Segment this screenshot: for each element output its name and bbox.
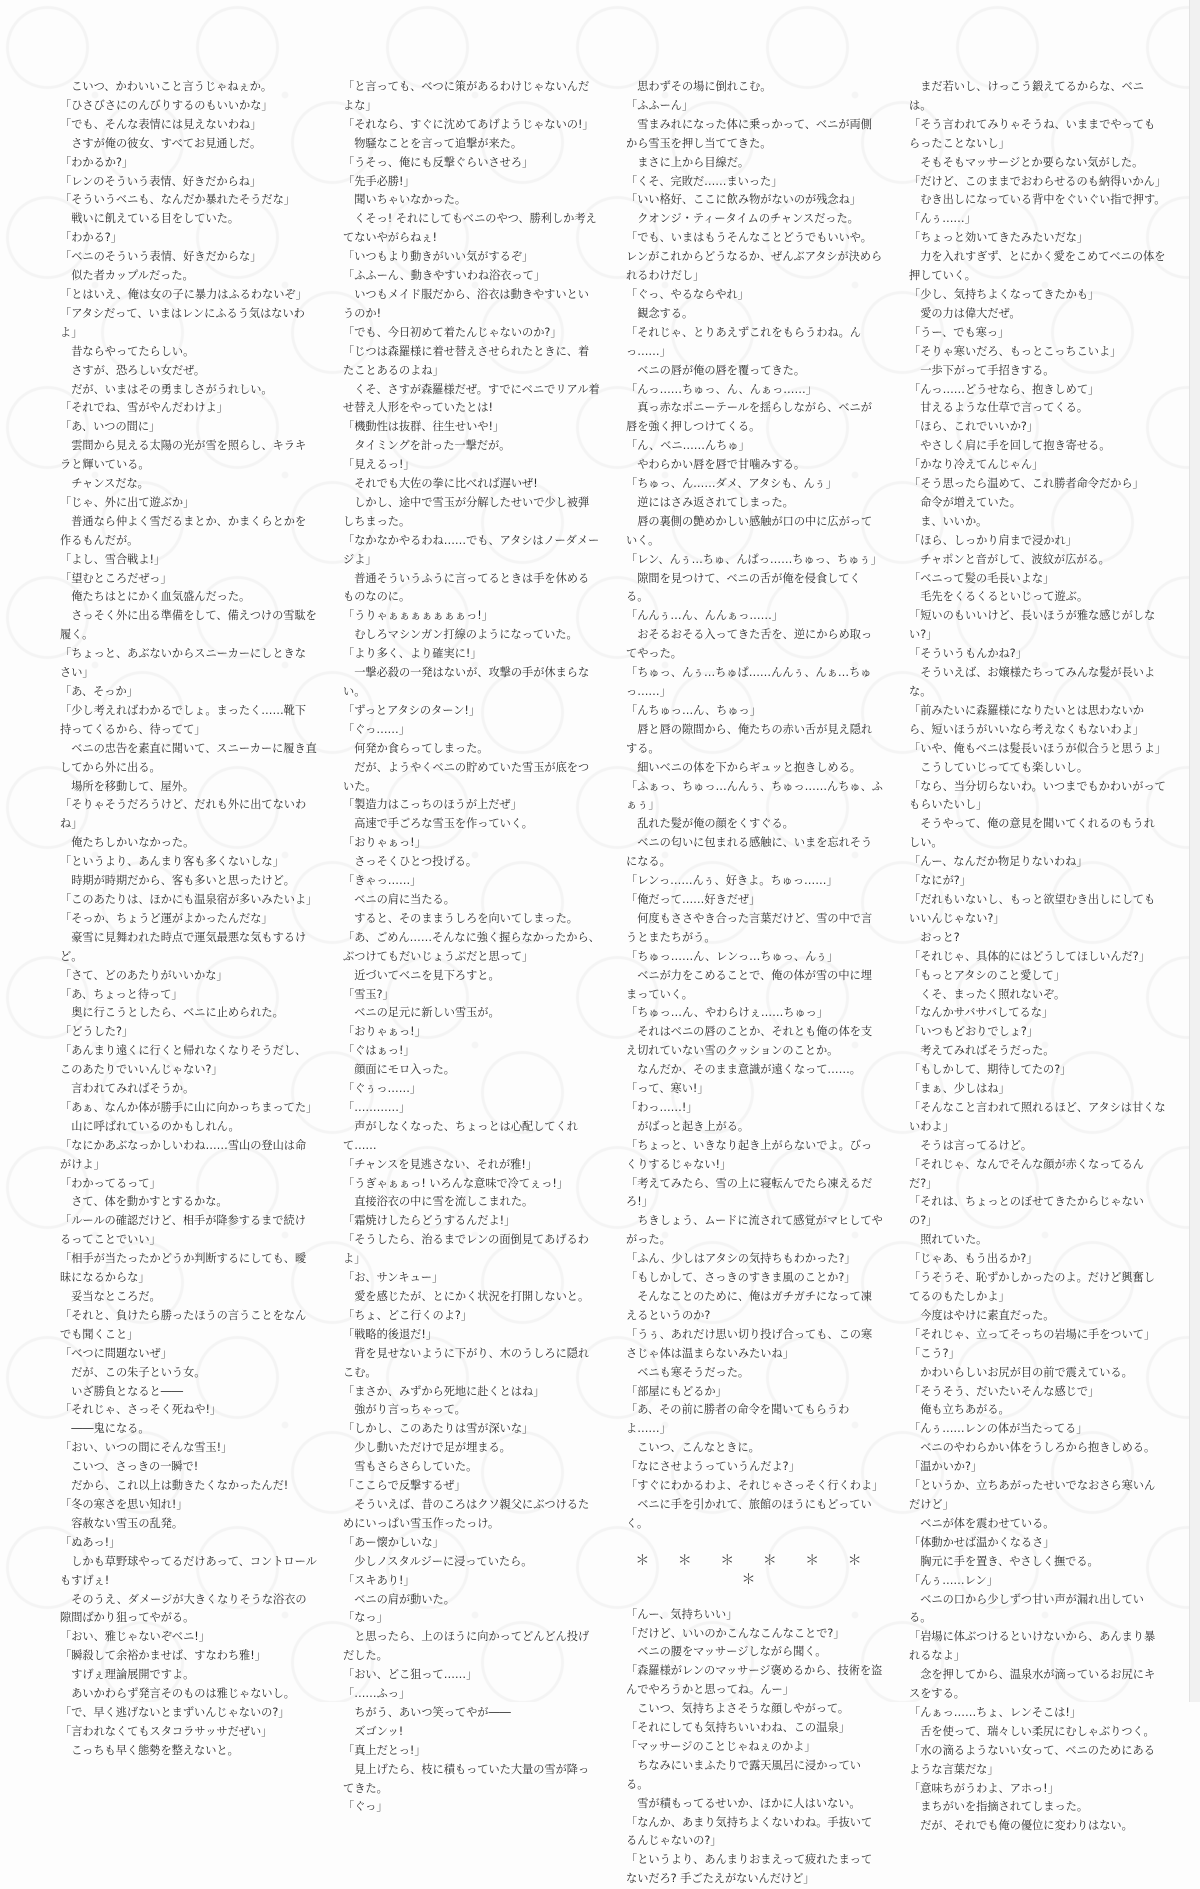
narration-line: 場所を移動して、屋外。 [71,779,195,793]
dialogue-line: 「マッサージのことじゃねぇのかよ」 [626,1739,816,1753]
narration-line: 少し動いただけで足が埋まる。 [354,1441,511,1455]
narration-line: 考えてみればそうだった。 [920,1044,1055,1058]
dialogue-line: 「ふふーん、動きやすいわね浴衣って」 [343,269,546,283]
narration-line: 思わずその場に倒れこむ。 [637,80,772,93]
dialogue-line: 「ちゅっ…ん、やわらけぇ……ちゅっ」 [626,1006,829,1020]
text-page [60,78,1167,1886]
dialogue-line: 「というより、あんまりおまえって疲れたまってないだろ? 手ごたえがないんだけど」 [626,1853,873,1886]
dialogue-line: 「じゃ、外に出て遊ぶか」 [60,495,195,509]
dialogue-line: 「森羅様がレンのマッサージ褒めるから、技術を盗んでやろうかと思ってね。んー」 [626,1664,883,1697]
narration-line: と思ったら、上のほうに向かってどんどん投げだした。 [343,1630,590,1663]
dialogue-line: 「じゃあ、もう出るか?」 [909,1252,1038,1266]
narration-line: だが、いまはその勇ましさがうれしい。 [71,382,273,396]
narration-line: 言われてみればそうか。 [71,1082,195,1096]
narration-line: チャポンと音がして、波紋が広がる。 [920,552,1110,566]
dialogue-line: 「真上だとっ!」 [343,1743,426,1757]
dialogue-line: 「レンっ……んぅ、好きよ。ちゅっ……」 [626,874,838,888]
dialogue-line: 「あぁ、なんか体が勝手に山に向かっちまってた」 [60,1100,318,1114]
dialogue-line: 「霜焼けしたらどうするんだよ!」 [343,1214,516,1228]
dialogue-line: 「戦略的後退だ!」 [343,1327,437,1341]
dialogue-line: 「ベニって髪の毛長いよな」 [909,571,1055,585]
narration-line: 普通なら仲よく雪だるまとか、かまくらとかを作るもんだが。 [60,514,307,547]
narration-line: そのうえ、ダメージが大きくなりそうな浴衣の隙間ばかり狙ってやがる。 [60,1592,307,1625]
narration-line: あいかわらず発言そのものは雅じゃないし。 [71,1687,295,1701]
dialogue-line: 「そう言われてみりゃそうね、いままでやってもらったことないし」 [909,117,1156,150]
dialogue-line: 「おい、いつの間にそんな雪玉!」 [60,1441,233,1455]
dialogue-line: 「ぐっ」 [343,1800,388,1814]
narration-line: ベニが体を震わせている。 [920,1516,1055,1530]
dialogue-line: 「ぐぅっ……」 [343,1082,422,1096]
dialogue-line: 「アタシだって、いまはレンにふるう気はないわよ」 [60,306,305,339]
dialogue-line: 「そんなこと言われて照れるほど、アタシは甘くないわよ」 [909,1100,1166,1133]
dialogue-line: 「んっ……どうせなら、抱きしめて」 [909,382,1100,396]
dialogue-line: 「というより、あんまり客も多くないしな」 [60,855,284,869]
dialogue-line: 「なにさせようっていうんだよ?」 [626,1460,800,1474]
narration-line: すげぇ理論展開ですよ。 [71,1668,195,1682]
dialogue-line: 「それじゃ、なんでそんな顔が赤くなってるんだ?」 [909,1157,1144,1190]
narration-line: 隙間を見つけて、ベニの舌が俺を侵食してくる。 [626,571,861,604]
dialogue-line: 「そりゃ寒いだろ、もっとこっちこいよ」 [909,344,1122,358]
dialogue-line: 「んんぅ…ん、んんぁっ……」 [626,609,783,623]
narration-line: だから、これ以上は動きたくなかったんだ! [71,1479,289,1493]
dialogue-line: 「もしかして、さっきのすきま風のことか?」 [626,1271,856,1285]
dialogue-line: 「ちょっと、あぶないからスニーカーにしときなさい」 [60,647,306,680]
dialogue-line: 「あんまり遠くに行くと帰れなくなりそうだし、このあたりでいいんじゃない?」 [60,1044,307,1077]
dialogue-line: 「それと、負けたら勝ったほうの言うことをなんでも聞くこと」 [60,1308,307,1341]
dialogue-line: 「ちゅっ……ん、レンっ…ちゅっ、んぅ」 [626,949,839,963]
narration-line: 俺たちはとにかく血気盛んだった。 [71,590,251,604]
dialogue-line: 「ぐっ、やるならやれ」 [626,287,749,301]
section-separator: ＊ ＊ ＊ ＊ ＊ ＊ ＊ [635,1552,874,1588]
dialogue-line: 「それでね、雪がやんだわけよ」 [60,401,228,415]
narration-line: 雪もさらさらしていた。 [354,1460,478,1474]
dialogue-line: 「んー、気持ちいい」 [626,1607,738,1621]
dialogue-line: 「なかなかやるわね……でも、アタシはノーダメージよ」 [343,533,600,566]
narration-line: 普通そういうふうに言ってるときは手を休めるものなのに。 [343,571,590,604]
text-column-3 [626,78,884,1886]
dialogue-line: 「すぐにわかるわよ、それじゃさっそく行くわよ」 [626,1479,884,1493]
narration-line: 照れていた。 [920,1233,988,1247]
narration-line: 俺も立ちあがる。 [920,1403,1010,1417]
dialogue-line: 「それじゃ、具体的にはどうしてほしいんだ?」 [909,949,1150,963]
narration-line: そういえば、お嬢様たちってみんな髪が長いよな。 [909,666,1156,698]
dialogue-line: 「べつに問題ないぜ」 [60,1346,172,1360]
dialogue-line: 「うぅ、あれだけ思い切り投げ合っても、この寒さじゃ体は温まらないみたいね」 [626,1327,873,1360]
narration-line: だが、ようやくベニの貯めていた雪玉が底をついた。 [343,760,590,793]
dialogue-line: 「いい格好、ここに飲み物がないのが残念ね」 [626,193,861,207]
narration-line: それはベニの唇のことか、それとも俺の体を支え切れていない雪のクッションのことか。 [626,1025,873,1058]
narration-line: 見上げたら、枝に積もっていた大量の雪が降ってきた。 [343,1762,590,1795]
dialogue-line: 「ふふーん」 [626,98,694,112]
narration-line: 雪が積もってるせいか、ほかに人はいない。 [637,1796,861,1810]
dialogue-line: 「ぐっ……」 [343,722,410,736]
narration-line: 今度はやけに素直だった。 [920,1308,1055,1322]
dialogue-line: 「見えるっ!」 [343,458,415,472]
dialogue-line: 「そりゃそうだろうけど、だれも外に出てないわね」 [60,798,307,831]
dialogue-line: 「それじゃ、さっそく死ねや!」 [60,1403,222,1417]
dialogue-line: 「って、寒い!」 [626,1082,709,1096]
narration-line: だが、それでも俺の優位に変わりはない。 [920,1819,1133,1833]
dialogue-line: 「きゃっ……」 [343,874,422,888]
dialogue-line: 「というか、立ちあがったせいでなおさら寒いんだけど」 [909,1479,1156,1511]
dialogue-line: 「ぬあっ!」 [60,1535,121,1549]
narration-line: そんなことのために、俺はガチガチになって凍えるというのか? [626,1290,872,1322]
dialogue-line: 「…………」 [343,1100,411,1114]
dialogue-line: 「先手必勝!」 [343,174,415,188]
dialogue-line: 「うぎゃぁぁっ! いろんな意味で冷てぇっ!」 [343,1176,569,1190]
dialogue-line: 「だれもいないし、もっと欲望むき出しにしてもいいんじゃない?」 [909,892,1156,925]
narration-line: ベニが力をこめることで、俺の体が雪の中に埋まっていく。 [626,968,872,1001]
dialogue-line: 「あ、そっか」 [60,685,138,698]
dialogue-line: 「あ、ちょっと待って」 [60,987,183,1001]
dialogue-line: 「んぅ……レン」 [909,1573,998,1587]
narration-line: おそるおそる入ってきた舌を、逆にからめ取ってやった。 [626,628,873,661]
dialogue-line: 「ルールの確認だけど、相手が降参するまで続けるってことでいい」 [60,1214,306,1247]
narration-line: 容赦ない雪玉の乱発。 [71,1516,184,1530]
narration-line: 胸元に手を置き、やさしく撫でる。 [920,1554,1099,1568]
narration-line: 時期が時期だから、客も多いと思ったけど。 [71,874,295,888]
dialogue-line: 「わかるか?」 [60,155,134,169]
narration-line: くそっ! それにしてもベニのやつ、勝利しか考えてないやがらねぇ! [343,212,597,245]
narration-line: まちがいを指摘されてしまった。 [920,1800,1089,1814]
dialogue-line: 「前みたいに森羅様になりたいとは思わないから、短いほうがいいなら考えなくもないわよ」 [909,703,1144,736]
narration-line: こいつ、かわいいこと言うじゃねぇか。 [71,80,273,93]
dialogue-line: 「いや、俺もベニは髪長いほうが似合うと思うよ」 [909,741,1167,755]
dialogue-line: 「わっ……!」 [626,1100,698,1114]
narration-line: ちなみにいまふたりで露天風呂に浸かっている。 [626,1758,861,1791]
dialogue-line: 「よし、雪合戦よ!」 [60,552,166,566]
narration-line: ベニも寒そうだった。 [637,1365,750,1379]
narration-line: なんだか、そのまま意識が遠くなって……。 [637,1063,861,1077]
narration-line: 乱れた髪が俺の顔をくすぐる。 [637,817,794,831]
dialogue-line: 「ほら、しっかり肩まで浸かれ」 [909,533,1077,547]
narration-line: まだ若いし、けっこう鍛えてるからな、ベニは。 [909,80,1144,112]
narration-line: 強がり言っちゃって。 [354,1403,466,1417]
narration-line: 観念する。 [637,306,694,320]
dialogue-line: 「そういうもんかね?」 [909,647,1027,661]
dialogue-line: 「ふん、少しはアタシの気持ちもわかった?」 [626,1252,856,1266]
dialogue-line: 「なら、当分切らないわ。いつまでもかわいがってもらいたいし」 [909,779,1166,812]
dialogue-line: 「あ、いつの間に」 [60,420,161,434]
narration-line: ベニのやわらかい体をうしろから抱きしめる。 [920,1441,1156,1455]
narration-line: 聞いちゃいなかった。 [354,193,467,207]
narration-line: さっそくひとつ投げる。 [354,855,478,869]
dialogue-line: 「このあたりは、ほかにも温泉宿が多いみたいよ」 [60,892,318,906]
narration-line: さすが、恐ろしい女だぜ。 [71,363,206,377]
dialogue-line: 「製造力はこっちのほうが上だぜ」 [343,798,522,812]
narration-line: 愛を感じたが、とにかく状況を打開しないと。 [354,1290,590,1303]
dialogue-line: 「そうしたら、治るまでレンの面倒見てあげるわよ」 [343,1233,589,1266]
narration-line: 昔ならやってたらしい。 [71,344,195,358]
dialogue-line: 「レンのそういう表情、好きだからね」 [60,174,262,188]
narration-line: 雪まみれになった体に乗っかって、ベニが両側から雪玉を押し当ててきた。 [626,117,872,150]
narration-line: 一撃必殺の一発はないが、攻撃の手が休まらない。 [343,666,590,698]
dialogue-line: 「おい、どこ狙って……」 [343,1668,478,1682]
narration-line: 声がしなくなった、ちょっとは心配してくれて…… [343,1119,578,1152]
dialogue-line: 「ちょっと、いきなり起き上がらないでよ。びっくりするじゃない!」 [626,1138,873,1171]
dialogue-line: 「んっ……ちゅっ、ん、んぁっ……」 [626,382,817,396]
narration-line: やさしく肩に手を回して抱き寄せる。 [920,439,1111,453]
narration-line: 逆にはさみ返されてしまった。 [637,495,794,509]
narration-line: ズゴンッ! [354,1724,404,1738]
dialogue-line: 「機動性は抜群、往生せいや!」 [343,420,505,434]
dialogue-line: 「ちょっと効いてきたみたいだな」 [909,231,1089,245]
dialogue-line: 「もっとアタシのこと愛して」 [909,968,1065,982]
dialogue-line: 「うりゃぁぁぁぁぁぁぁっ!」 [343,609,493,623]
dialogue-line: 「んぁっ……ちょ、レンそこは!」 [909,1705,1082,1719]
narration-line: 何度もささやき合った言葉だけど、雪の中で言うとまたちがう。 [626,911,873,944]
dialogue-line: 「かなり冷えてんじゃん」 [909,458,1044,472]
narration-line: 少しノスタルジーに浸っていたら。 [354,1554,533,1568]
narration-line: 物騒なことを言って追撃が来た。 [354,136,523,150]
narration-line: 近づいてベニを見下ろすと。 [354,968,500,982]
dialogue-line: 「少し、気持ちよくなってきたかも」 [909,287,1100,301]
dialogue-line: 「水の滴るようないい女って、ベニのためにあるような言葉だな」 [909,1743,1155,1776]
narration-line: 戦いに飢えている目をしていた。 [71,212,240,226]
narration-line: むしろマシンガン打線のようになっていた。 [354,628,578,642]
narration-line: 唇と唇の隙間から、俺たちの赤い舌が見え隠れする。 [626,722,873,755]
narration-line: くそ、さすが森羅様だぜ。すでにベニでリアル着せ替え人形をやっていたとは! [343,382,600,415]
dialogue-line: 「なにかあぶなっかしいわね……雪山の登山は命がけよ」 [60,1138,307,1171]
dialogue-line: 「それじゃ、立ってそっちの岩場に手をついて」 [909,1327,1156,1341]
dialogue-line: 「ちょ、どこ行くのよ?」 [343,1308,473,1322]
narration-line: 背を見せないように下がり、木のうしろに隠れこむ。 [343,1346,590,1379]
page-edge [1189,0,1200,1702]
dialogue-line: 「どうした?」 [60,1025,134,1039]
dialogue-line: 「スキあり!」 [343,1573,415,1587]
dialogue-line: 「おりゃぁっ!」 [343,836,426,850]
dialogue-line: 「そう思ったら温めて、これ勝者命令だから」 [909,477,1144,491]
narration-line: 力を入れすぎず、とにかく愛をこめてベニの体を押していく。 [909,250,1166,283]
dialogue-line: 「だけど、いいのかこんなこんなことで?」 [626,1626,845,1640]
dialogue-line: 「でも、いまはもうそんなことどうでもいいや。レンがこれからどうなるか、ぜんぶアタシが決められるわけだし」 [626,231,883,283]
dialogue-line: 「そっか、ちょうど運がよかったんだな」 [60,911,273,925]
dialogue-line: 「言われなくてもスタコラサッサだぜい」 [60,1724,273,1738]
narration-line: 奥に行こうとしたら、ベニに止められた。 [71,1006,284,1020]
dialogue-line: 「チャンスを見逃さない、それが雅!」 [343,1157,538,1171]
narration-line: 命令が増えていた。 [920,495,1021,509]
narration-line: こっちも早く態勢を整えないと。 [71,1743,239,1757]
dialogue-line: 「しかし、このあたりは雪が深いな」 [343,1422,534,1436]
narration-line: 俺たちしかいなかった。 [71,836,195,850]
narration-line: やわらかい唇を唇で甘噛みする。 [637,458,806,472]
dialogue-line: 「温かいか?」 [909,1460,983,1474]
narration-line: 唇の裏側の艶めかしい感触が口の中に広がっていく。 [626,514,873,547]
narration-line: 毛先をくるくるといじって遊ぶ。 [920,590,1089,604]
dialogue-line: 「とはいえ、俺は女の子に暴力はふるわないぞ」 [60,287,307,301]
dialogue-line: 「だけど、このままでおわらせるのも納得いかん」 [909,174,1166,188]
dialogue-line: 「それなら、すぐに沈めてあげようじゃないの!」 [343,117,594,131]
dialogue-line: 「もしかして、期待してたの?」 [909,1063,1072,1077]
narration-line: こうしていじってても楽しいし。 [920,760,1089,774]
dialogue-line: 「んー、なんだか物足りないわね」 [909,855,1088,869]
dialogue-line: 「と言っても、べつに策があるわけじゃないんだよな」 [343,80,590,112]
dialogue-line: 「いつもより動きがいい気がするぞ」 [343,250,534,264]
dialogue-line: 「レン、んぅ…ちゅ、んぱっ……ちゅっ、ちゅぅ」 [626,552,882,566]
dialogue-line: 「ちゅっ、んぅ…ちゅぱ……んんぅ、んぁ…ちゅっ……」 [626,666,872,698]
dialogue-line: 「望むところだぜっ」 [60,571,172,585]
narration-line: 直接浴衣の中に雪を流しこまれた。 [354,1195,534,1209]
narration-line: まさに上から目線だ。 [637,155,750,169]
dialogue-line: 「……ふっ」 [343,1687,411,1701]
dialogue-line: 「なんかサバサバしてるな」 [909,1006,1054,1020]
narration-line: それでも大佐の拳に比べれば遅いぜ! [354,477,538,491]
text-column-2 [343,78,600,1814]
dialogue-line: 「体動かせば温かくなるさ」 [909,1535,1055,1549]
narration-line: 妥当なところだ。 [71,1290,161,1303]
dialogue-line: 「あ、ごめん……そんなに強く握らなかったから、ぶつけてもだいじょうぶだと思って」 [343,930,600,963]
dialogue-line: 「考えてみたら、雪の上に寝転んでたら凍えるだろ!」 [626,1176,873,1209]
dialogue-line: 「それじゃ、とりあえずこれをもらうわね。んっ……」 [626,325,861,358]
dialogue-line: 「そうそう、だいたいそんな感じで」 [909,1384,1100,1398]
narration-line: むき出しになっている背中をぐいぐい指で押す。 [920,193,1166,207]
narration-line: タイミングを計った一撃だが。 [354,439,511,453]
dialogue-line: 「そういうベニも、なんだか暴れたそうだな」 [60,193,295,207]
narration-line: 愛の力は偉大だぜ。 [920,306,1021,320]
dialogue-line: 「でも、そんな表情には見えないわね」 [60,117,262,131]
dialogue-line: 「わかってるって」 [60,1176,161,1190]
narration-line: ベニの唇が俺の唇を覆ってきた。 [637,363,806,377]
narration-line: そもそもマッサージとか要らない気がした。 [920,155,1144,169]
narration-line: だが、この朱子という女。 [71,1365,206,1379]
narration-line: ベニの肩が動いた。 [354,1592,455,1606]
narration-line: こいつ、気持ちよさそうな顔しやがって。 [637,1702,850,1716]
narration-line: 山に呼ばれているのかもしれん。 [71,1119,240,1133]
dialogue-line: 「おい、雅じゃないぞベニ!」 [60,1630,210,1644]
dialogue-line: 「んちゅっ…ん、ちゅっ」 [626,703,761,717]
dialogue-line: 「お、サンキュー」 [343,1271,444,1285]
dialogue-line: 「岩場に体ぶつけるといけないから、あんまり暴れるなよ」 [909,1630,1156,1663]
narration-line: 似た者カップルだった。 [71,269,194,283]
narration-line: 念を押してから、温泉水が滴っているお尻にキスをする。 [909,1668,1156,1701]
narration-line: 一歩下がって手招きする。 [920,363,1055,377]
narration-line: チャンスだな。 [71,477,149,491]
dialogue-line: 「あ、その前に勝者の命令を聞いてもらうわよ……」 [626,1403,850,1436]
dialogue-line: 「ん、ベニ……んちゅ」 [626,439,750,453]
narration-line: ベニの腰をマッサージしながら聞く。 [637,1645,827,1659]
dialogue-line: 「ぐはぁっ!」 [343,1044,415,1058]
dialogue-line: 「こう?」 [909,1346,960,1360]
dialogue-line: 「なんか、あまり気持ちよくないわね。手抜いてるんじゃないの?」 [626,1815,873,1848]
dialogue-line: 「うそっ、俺にも反撃ぐらいさせろ」 [343,155,534,169]
dialogue-line: 「さて、どのあたりがいいかな」 [60,968,228,982]
narration-line: 顔面にモロ入った。 [354,1063,455,1077]
dialogue-line: 「ふぁっ、ちゅっ…んんぅ、ちゅっ……んちゅ、ふぁぅ」 [626,779,883,812]
narration-line: ――鬼になる。 [71,1422,150,1436]
dialogue-line: 「いつもどおりでしょ?」 [909,1025,1039,1039]
narration-line: ベニに手を引かれて、旅館のほうにもどっていく。 [626,1497,872,1530]
dialogue-line: 「ずっとアタシのターン!」 [343,703,481,717]
text-column-4 [909,78,1167,1833]
dialogue-line: 「でも、今日初めて着たんじゃないのか?」 [343,325,562,339]
dialogue-line: 「んぅ……レンの体が当たってる」 [909,1422,1088,1436]
narration-line: 甘えるような仕草で言ってくる。 [920,401,1089,415]
dialogue-line: 「まさか、みずから死地に赴くとはね」 [343,1384,545,1398]
dialogue-line: 「少し考えればわかるでしょ。まったく……靴下持ってくるから、待ってて」 [60,703,307,736]
dialogue-line: 「ほら、これでいいか?」 [909,420,1039,434]
dialogue-line: 「なにが?」 [909,874,971,888]
dialogue-line: 「んぅ……」 [909,212,976,226]
narration-line: いざ勝負となると―― [71,1384,184,1398]
dialogue-line: 「俺だって……好きだぜ」 [626,892,761,906]
narration-line: そういえば、昔のころはクソ親父にぶつけるためにいっぱい雪玉作ったっけ。 [343,1497,590,1530]
dialogue-line: 「意味ちがうわよ、アホっ!」 [909,1781,1059,1795]
narration-line: くそ、まったく照れないぞ。 [920,987,1066,1001]
dialogue-line: 「じつは森羅様に着せ替えさせられたときに、着たことあるのよね」 [343,344,590,377]
narration-line: こいつ、さっきの一瞬で! [71,1460,199,1474]
dialogue-line: 「あー懐かしいな」 [343,1535,444,1549]
dialogue-line: 「より多く、より確実に!」 [343,647,482,661]
narration-line: こいつ、こんなときに。 [637,1441,760,1455]
dialogue-line: 「で、早く逃げないとまずいんじゃないの?」 [60,1705,290,1719]
narration-line: ま、いいか。 [920,514,988,528]
narration-line: ベニの匂いに包まれる感触に、いまを忘れそうになる。 [626,836,873,869]
dialogue-line: 「なっ」 [343,1611,388,1625]
narration-line: 高速で手ごろな雪玉を作っていく。 [354,817,533,831]
dialogue-line: 「雪玉?」 [343,987,394,1001]
narration-line: 細いベニの体を下からギュッと抱きしめる。 [637,760,861,774]
narration-line: かわいらしいお尻が目の前で震えている。 [920,1365,1133,1379]
narration-line: さっそく外に出る準備をして、備えつけの雪駄を履く。 [60,609,317,642]
narration-line: おっと? [920,930,960,944]
dialogue-line: 「部屋にもどるか」 [626,1384,727,1398]
narration-line: ベニの足元に新しい雪玉が。 [354,1006,500,1020]
narration-line: さて、体を動かすとするかな。 [71,1195,228,1209]
dialogue-line: 「ひさびさにのんびりするのもいいかな」 [60,98,273,112]
narration-line: 何発か食らってしまった。 [354,741,489,755]
narration-line: ベニの忠告を素直に聞いて、スニーカーに履き直してから外に出る。 [60,741,317,774]
dialogue-line: 「くそ、完敗だ……まいった」 [626,174,783,188]
narration-line: しかし、途中で雪玉が分解したせいで少し被弾しちまった。 [343,495,590,528]
narration-line: ちきしょう、ムードに流されて感覚がマヒしてやがった。 [626,1214,883,1247]
narration-line: ベニの肩に当たる。 [354,892,455,906]
dialogue-line: 「ちゅっ、ん……ダメ、アタシも、んぅ」 [626,477,837,491]
dialogue-line: 「うー、でも寒っ」 [909,325,1010,339]
dialogue-line: 「まぁ、少しはね」 [909,1082,1010,1096]
narration-line: 豪雪に見舞われた時点で運気最悪な気もするけど。 [60,930,307,963]
narration-line: いつもメイド服だから、浴衣は動きやすいというのか! [343,287,589,320]
dialogue-line: 「それにしても気持ちいいわね、この温泉」 [626,1721,850,1735]
dialogue-line: 「ここらで反撃するぜ」 [343,1479,466,1493]
dialogue-line: 「それは、ちょっとのぼせてきたからじゃないの?」 [909,1195,1144,1228]
narration-line: すると、そのままうしろを向いてしまった。 [354,911,578,925]
dialogue-line: 「わかる?」 [60,231,122,245]
narration-line: そうは言ってるけど。 [920,1138,1033,1152]
dialogue-line: 「冬の寒さを思い知れ!」 [60,1497,188,1511]
narration-line: 舌を使って、瑞々しい柔尻にむしゃぶりつく。 [920,1724,1155,1738]
narration-line: 真っ赤なポニーテールを揺らしながら、ベニが唇を強く押しつけてくる。 [626,401,872,434]
text-column-1 [60,78,318,1757]
narration-line: そうやって、俺の意見を聞いてくれるのもうれしい。 [909,817,1155,850]
narration-line: がばっと起き上がる。 [637,1119,750,1133]
dialogue-line: 「ベニのそういう表情、好きだからな」 [60,250,262,264]
narration-line: しかも草野球やってるだけあって、コントロールもすげぇ! [60,1554,317,1587]
dialogue-line: 「瞬殺して余裕かませば、すなわち雅!」 [60,1649,266,1663]
narration-line: ベニの口から少しずつ甘い声が漏れ出している。 [909,1592,1144,1625]
narration-line: さすが俺の彼女、すべてお見通しだ。 [71,136,262,150]
narration-line: 雲間から見える太陽の光が雪を照らし、キラキラと輝いている。 [60,439,307,472]
narration-line: クオンジ・ティータイムのチャンスだった。 [637,212,859,226]
dialogue-line: 「相手が当たったかどうか判断するにしても、曖昧になるからな」 [60,1252,307,1285]
dialogue-line: 「うそうそ、恥ずかしかったのよ。だけど興奮してるのもたしかよ」 [909,1271,1155,1303]
dialogue-line: 「おりゃぁっ!」 [343,1025,426,1039]
dialogue-line: 「短いのもいいけど、長いほうが雅な感じがしない?」 [909,609,1156,642]
narration-line: ちがう、あいつ笑ってやが―― [354,1705,511,1719]
